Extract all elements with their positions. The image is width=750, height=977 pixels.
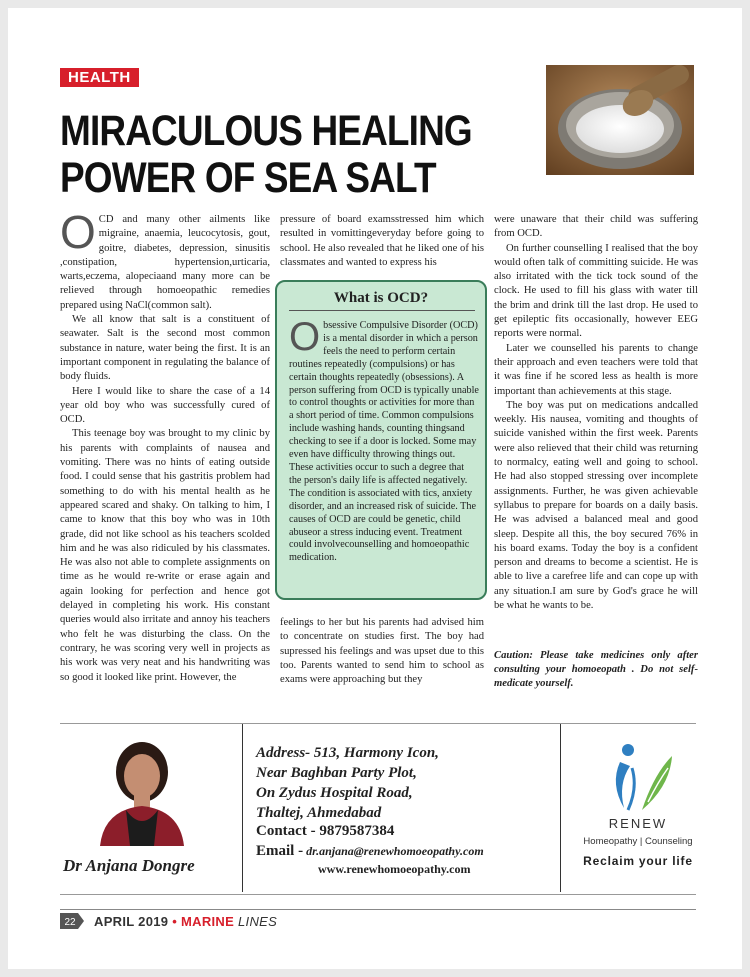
magazine-page [8, 8, 742, 969]
doctor-avatar [96, 736, 188, 846]
paragraph: On further counselling I realised that the boy would often talk of committing suicide. He was also irritated with the tick tock sound of the clock. He used to fill his glass with water till the brim and drink till the last drop. He used to get epileptic fits occasionally, however EEG reports were normal. [494, 242, 698, 340]
article-column-2-top [280, 213, 484, 270]
footer-divider [60, 909, 696, 910]
paragraph: Here I would like to share the case of a 14 year old boy who was successfully cured of OCD. [60, 385, 270, 426]
magazine-name-suffix: LINES [238, 914, 278, 929]
paragraph: We all know that salt is a constituent of seawater. Salt is the second most common substance in nature, water being the first. It is an important component in regulating the balance of body fluids. [60, 314, 270, 383]
divider-line [242, 724, 243, 892]
issue-date: APRIL 2019 [94, 914, 169, 929]
article-column-2-bottom [280, 616, 484, 687]
section-tag: HEALTH [60, 68, 139, 87]
email-address[interactable]: dr.anjana@renewhomoeopathy.com [306, 844, 484, 858]
bullet: • [172, 914, 178, 929]
footer-issue [94, 914, 277, 929]
address-line: On Zydus Hospital Road, [256, 785, 413, 801]
email-label: Email - [256, 843, 304, 859]
doctor-email [256, 844, 566, 859]
article-title [60, 108, 481, 202]
caution-note: Caution: Please take medicines only after consulting your homoeopath . Do not self-medicate yourself. [494, 650, 698, 689]
address-line: Address- 513, Harmony Icon, [256, 745, 439, 761]
drop-cap: O [289, 315, 321, 359]
magazine-name: MARINE [181, 914, 235, 929]
divider-line [560, 724, 561, 892]
paragraph: pressure of board examsstressed him which resulted in vomittingeveryday before going to school. He also revealed that he liked one of his classmates and wanted to express his [280, 214, 484, 268]
title-line-1: MIRACULOUS HEALING [60, 107, 472, 155]
paragraph: Later we counselled his parents to change their approach and even teachers were told that it was fine if he scored less as health is more important than achievements at this stage. [494, 342, 698, 397]
doctor-contact: Contact - 9879587384 [256, 823, 395, 839]
paragraph: OCD and many other ailments like migraine, anaemia, leucocytosis, gout, goitre, diabetes, depression, sinusitis ,constipation, hypertension,urticaria, warts,eczema, alopeciaand many more can be relieved through homoeopathic remedies prepared using NaCl(common salt). [60, 206, 270, 311]
paragraph: were unaware that their child was suffering from OCD. [494, 214, 698, 240]
title-line-2: POWER OF SEA SALT [60, 154, 436, 202]
doctor-name: Dr Anjana Dongre [63, 856, 195, 875]
brand-tagline: Reclaim your life [583, 854, 693, 868]
ocd-box-text: Obsessive Compulsive Disorder (OCD) is a mental disorder in which a person feels the need to perform certain routines repeatedly (compulsions) or has certain thoughts repeatedly (obsessions). A person suffering from OCD is typically unable to control thoughts or activities for more than a short period of time. Common compulsions include washing hands, counting thingsand checking to see if a door is locked. Some may even have difficulty throwing things out. These activities occur to such a degree that the person's daily life is affected negatively. The condition is associated with tics, anxiety disorder, and an increased risk of suicide. The causes of OCD are could be genetic, child abuseor a stress inducing event. Treatment could involvecounselling and homoeopathic medication. [289, 315, 479, 564]
drop-cap: O [60, 206, 96, 258]
brand-subtitle: Homeopathy | Counseling [583, 836, 693, 847]
doctor-address [256, 743, 556, 823]
paragraph: feelings to her but his parents had advised him to concentrate on studies first. The boy had supressed his feelings and was upset due to this too. Parents wanted to send him to school as exams were approaching but they [280, 617, 484, 686]
sea-salt-photo [546, 65, 694, 175]
article-column-1 [60, 206, 270, 685]
leaf-figure-icon [598, 738, 688, 818]
ocd-box-title: What is OCD? [333, 290, 429, 306]
article-column-3 [494, 213, 698, 613]
doctor-portrait-icon [96, 736, 188, 846]
paragraph: The boy was put on medications andcalled weekly. His nausea, vomiting and thoughts of suicide vanished within the first week. Parents were also relieved that their child was returning to normalcy, eating well and going to school. He had also stopped stressing over incomplete assignments. Further, he was given achievable syllabus to prepare for boards on a daily basis. He was advised a balanced meal and good sleep. Despite all this, the boy secured 76% in his board exams. Today the boy is a confident person and dreams to become a scientist. He is able to live a carefree life and can cope up with any situation.I am sure by God's grace he will be what he wants to be. [494, 399, 698, 612]
address-line: Near Baghban Party Plot, [256, 765, 417, 781]
page-number: 22 [64, 917, 76, 928]
ocd-info-box [275, 280, 487, 600]
brand-name: RENEW [608, 816, 668, 831]
title-divider [289, 310, 475, 311]
address-line: Thaltej, Ahmedabad [256, 805, 382, 821]
page-number-badge [60, 913, 84, 929]
salt-bowl-image [546, 65, 694, 175]
doctor-website[interactable]: www.renewhomoeopathy.com [318, 862, 471, 876]
paragraph: This teenage boy was brought to my clinic by his parents with complaints of nausea and vomiting. There was no hints of eating outside food. I could sense that his gastritis problem had something to do with his mental health as he appeared scared and shaky. On talking to him, I came to know that this boy who was in 10th grade, did not like school as his teachers scolded him and he was also ridiculed by his classmates. He was also not able to complete assignments on time as he would re-write or erase again and again looking for perfection and hence got delayed in completing his work. His constant queries would also irritate and annoy his teachers who felt he was disturbing the class. On the contrary, he was scoring very well in projects as his work was very neat and his handwriting was so good it looked like print. However, the [60, 428, 270, 683]
